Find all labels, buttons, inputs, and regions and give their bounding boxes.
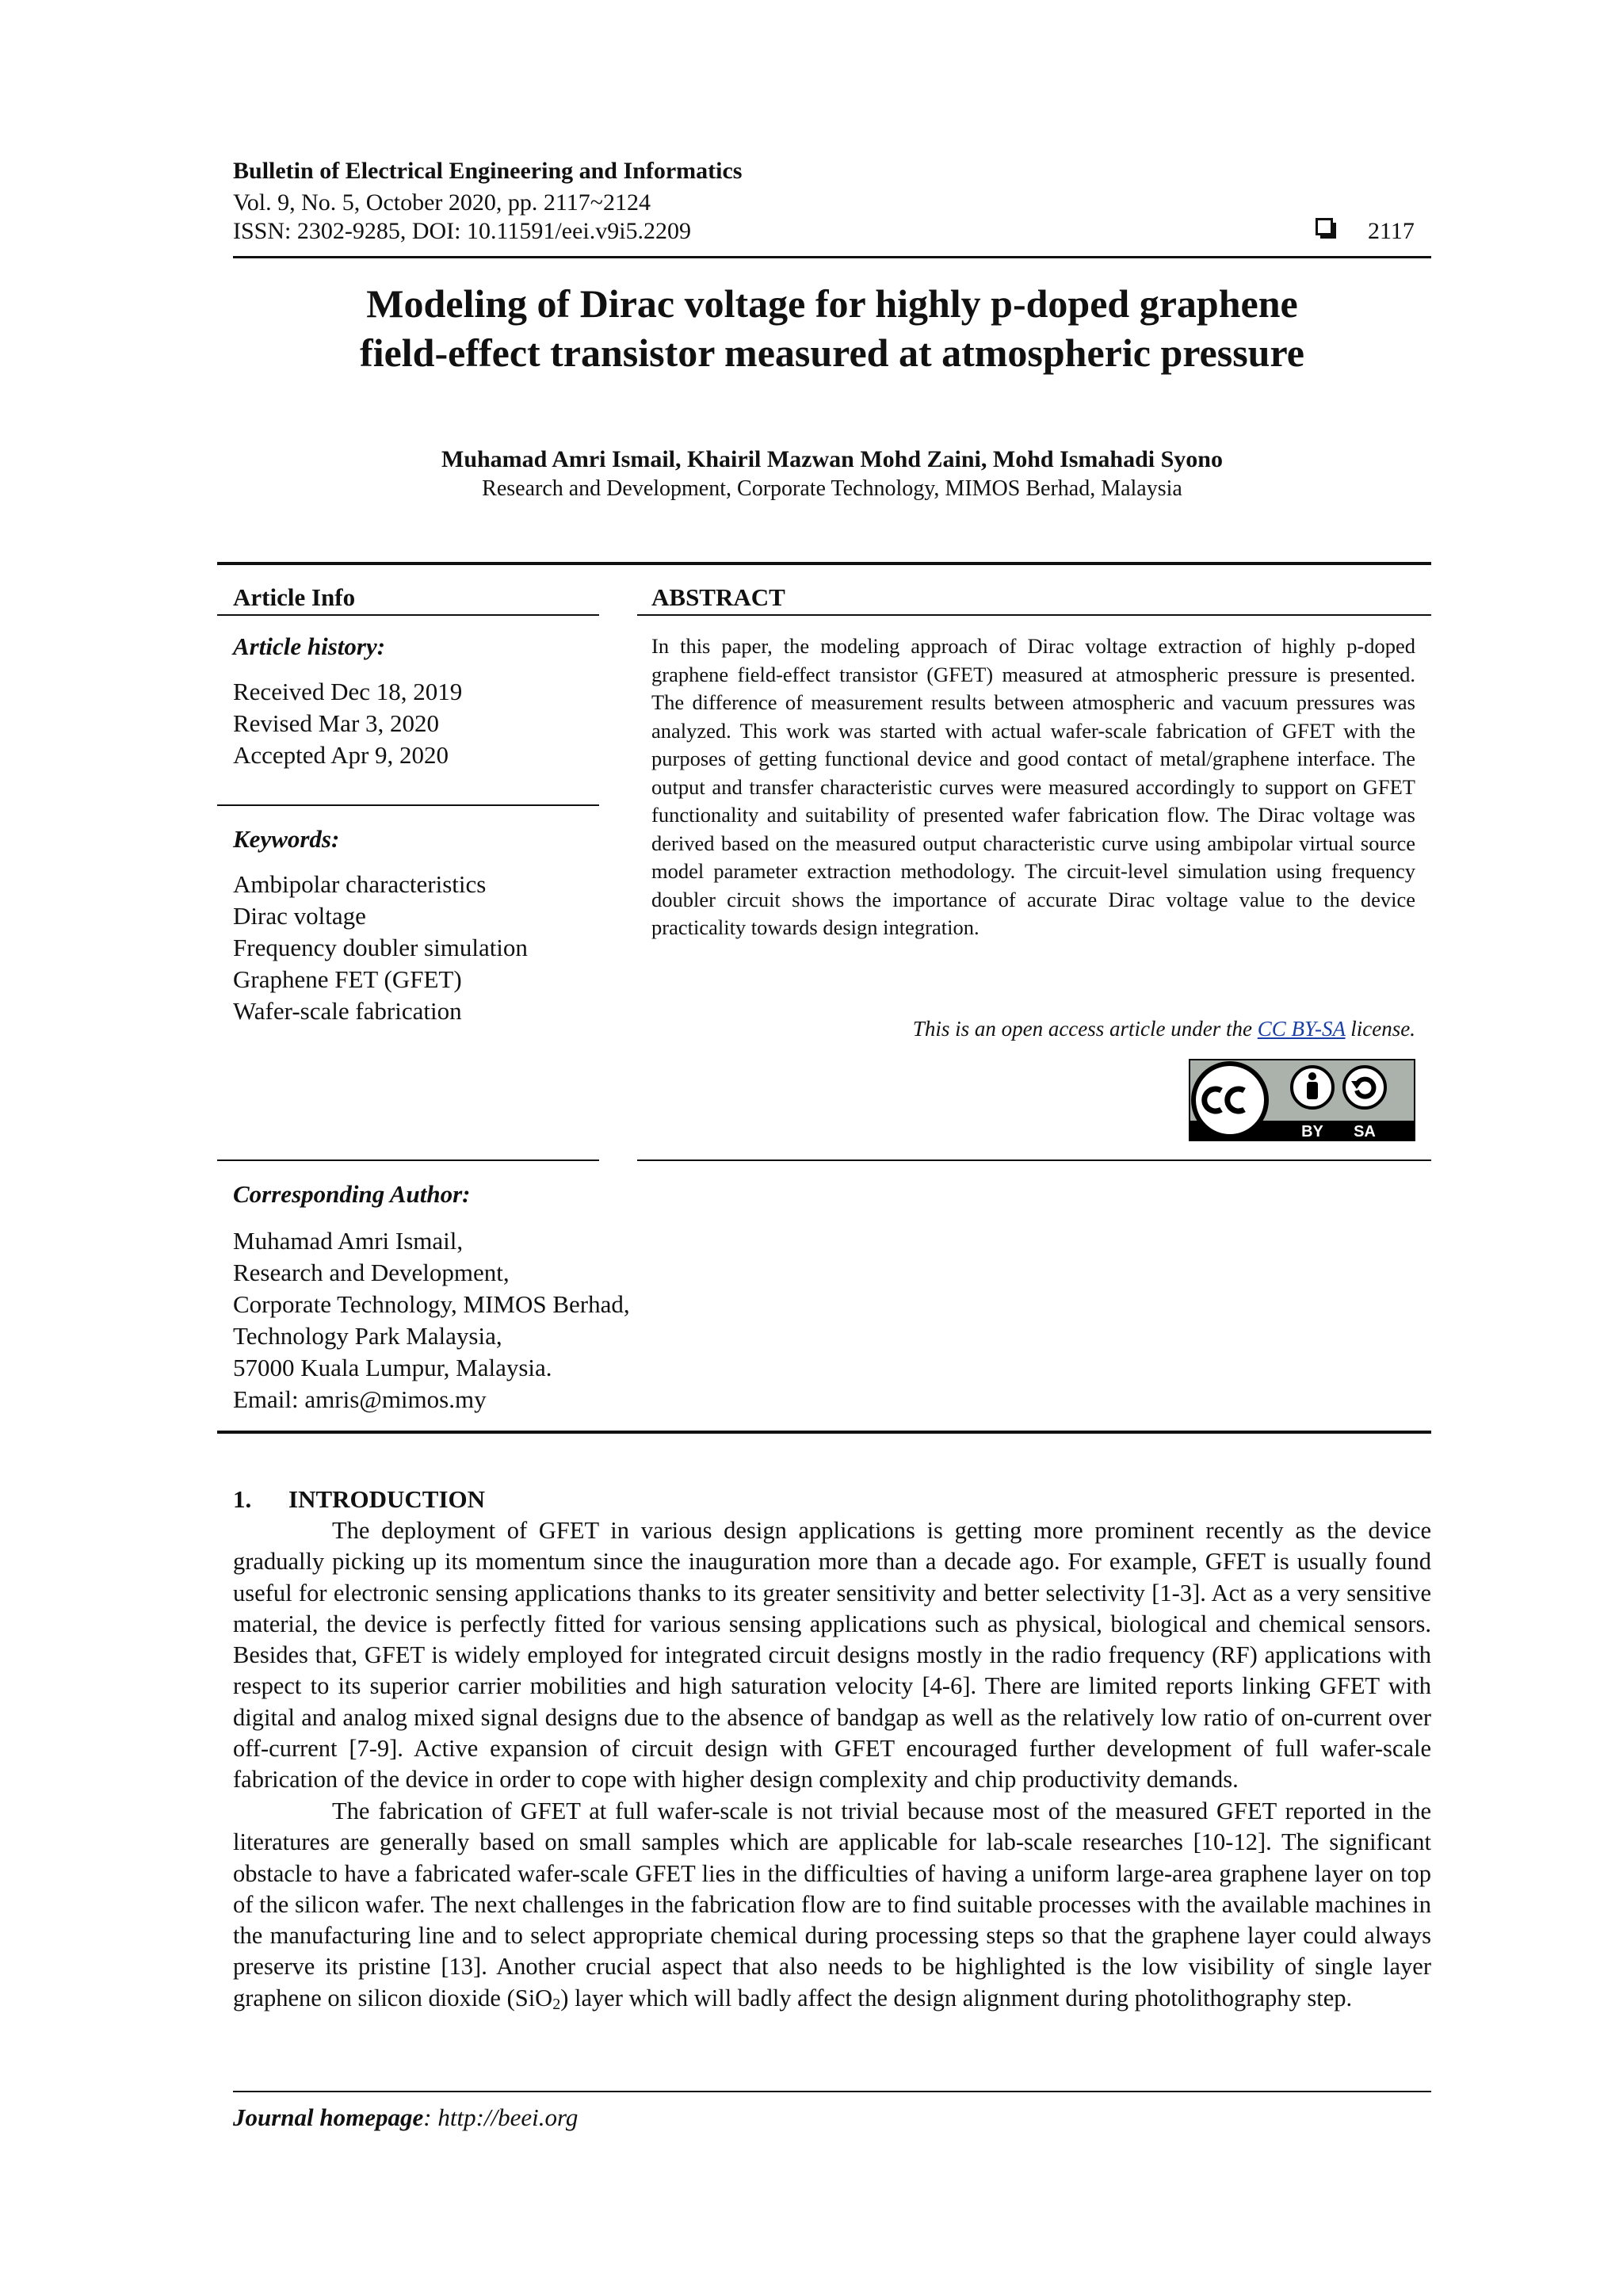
revised-date: Revised Mar 3, 2020	[233, 709, 440, 737]
article-info-rule	[217, 614, 599, 616]
corresponding-name: Muhamad Amri Ismail,	[233, 1227, 464, 1255]
intro-paragraph-2	[233, 1796, 1431, 2014]
journal-name: Bulletin of Electrical Engineering and Informatics	[233, 158, 743, 184]
abstract-bottom-rule	[637, 1159, 1431, 1161]
cc-by-sa-badge-icon[interactable]	[1189, 1059, 1415, 1141]
intro-paragraph-1: The deployment of GFET in various design applications is getting more prominent recently as the device gradually picking up its momentum since the inauguration more than a decade ago. For example, GFET is usually found useful for electronic sensing applications thanks to its greater sensitivity and better selectivity [1-3]. Act as a very sensitive material, the device is perfectly fitted for various sensing applications such as physical, biological and chemical sensors. Besides that, GFET is widely employed for integrated circuit designs mostly in the radio frequency (RF) applications with respect to its superior carrier mobilities and high saturation velocity [4-6]. There are limited reports linking GFET with digital and analog mixed signal designs due to the absence of bandgap as well as the relatively low ratio of on-current over off-current [7-9]. Active expansion of circuit design with GFET encouraged further development of full wafer-scale fabrication of the device in order to cope with higher design complexity and chip productivity demands.	[233, 1517, 1431, 1794]
info-top-rule	[217, 562, 1431, 565]
section-title: INTRODUCTION	[288, 1485, 486, 1513]
header-rule	[233, 256, 1431, 258]
affiliation: Research and Development, Corporate Technology, MIMOS Berhad, Malaysia	[482, 476, 1182, 501]
section-number: 1.	[233, 1485, 252, 1513]
keyword-item: Frequency doubler simulation	[233, 934, 528, 961]
info-bottom-rule	[217, 1431, 1431, 1434]
badge-by-label: BY	[1301, 1123, 1323, 1140]
article-history-heading: Article history:	[233, 632, 386, 660]
page-number: 2117	[1368, 218, 1415, 244]
corresponding-email: Email: amris@mimos.my	[233, 1385, 487, 1413]
page-box-icon	[1316, 218, 1333, 235]
accepted-date: Accepted Apr 9, 2020	[233, 741, 449, 769]
cc-by-sa-link[interactable]: CC BY-SA	[1257, 1017, 1346, 1041]
corresponding-line: 57000 Kuala Lumpur, Malaysia.	[233, 1354, 552, 1381]
paper-title	[233, 279, 1431, 377]
keyword-item: Ambipolar characteristics	[233, 870, 487, 898]
license-prefix: This is an open access article under the	[912, 1017, 1258, 1041]
para2-subscript: 2	[552, 1995, 561, 2013]
journal-homepage	[233, 2102, 578, 2134]
corresponding-rule	[217, 1159, 599, 1161]
corresponding-heading: Corresponding Author:	[233, 1180, 471, 1208]
introduction-heading	[233, 1484, 485, 1515]
license-suffix: license.	[1345, 1017, 1415, 1041]
keywords-rule	[217, 804, 599, 806]
badge-sa-label: SA	[1354, 1123, 1376, 1140]
title-line-1: Modeling of Dirac voltage for highly p-doped graphene	[366, 281, 1298, 326]
keyword-item: Graphene FET (GFET)	[233, 965, 462, 993]
keywords-list	[233, 869, 528, 1027]
homepage-url[interactable]: : http://beei.org	[423, 2103, 579, 2131]
corresponding-line: Corporate Technology, MIMOS Berhad,	[233, 1290, 630, 1318]
para2-main: The fabrication of GFET at full wafer-scale is not trivial because most of the measured GFET reported in the literatures are generally based on small samples which are applicable for lab-scale researches [10-12]. The significant obstacle to have a fabricated wafer-scale GFET lies in the difficulties of having a uniform large-area graphene layer on top of the silicon wafer. The next challenges in the fabrication flow are to find suitable processes with the available machines in the manufacturing line and to select appropriate chemical during processing steps so that the graphene layer could always preserve its pristine [13]. Another crucial aspect that also needs to be highlighted is the low visibility of single layer graphene on silicon dioxide (SiO	[233, 1797, 1431, 2011]
abstract-heading: ABSTRACT	[651, 583, 785, 611]
title-line-2: field-effect transistor measured at atmospheric pressure	[360, 330, 1304, 375]
article-info-heading: Article Info	[233, 583, 356, 611]
journal-issn: ISSN: 2302-9285, DOI: 10.11591/eei.v9i5.2209	[233, 218, 692, 244]
keywords-heading: Keywords:	[233, 825, 340, 853]
abstract-rule	[637, 614, 1431, 616]
corresponding-line: Research and Development,	[233, 1259, 510, 1286]
license-line	[651, 1014, 1415, 1043]
homepage-label: Journal homepage	[233, 2103, 424, 2131]
received-date: Received Dec 18, 2019	[233, 678, 463, 705]
keyword-item: Wafer-scale fabrication	[233, 997, 462, 1025]
corresponding-address	[233, 1225, 630, 1415]
journal-volume: Vol. 9, No. 5, October 2020, pp. 2117~2124	[233, 189, 651, 216]
corresponding-line: Technology Park Malaysia,	[233, 1322, 502, 1350]
abstract-text: In this paper, the modeling approach of Dirac voltage extraction of highly p-doped graphene field-effect transistor (GFET) measured at atmospheric pressure is presented. The difference of measurement results between atmospheric and vacuum pressures was analyzed. This work was started with actual wafer-scale fabrication of GFET with the purposes of getting functional device and good contact of metal/graphene interface. The output and transfer characteristic curves were measured accordingly to support on GFET functionality and suitability of presented wafer fabrication flow. The Dirac voltage was derived based on the measured output characteristic curve using ambipolar virtual source model parameter extraction methodology. The circuit-level simulation using frequency doubler circuit shows the importance of accurate Dirac voltage value to the device practicality towards design integration.	[651, 634, 1415, 939]
para2-end: ) layer which will badly affect the design alignment during photolithography step.	[560, 1984, 1353, 2011]
authors: Muhamad Amri Ismail, Khairil Mazwan Mohd Zaini, Mohd Ismahadi Syono	[441, 446, 1223, 472]
keyword-item: Dirac voltage	[233, 902, 366, 930]
footer-rule	[233, 2091, 1431, 2092]
